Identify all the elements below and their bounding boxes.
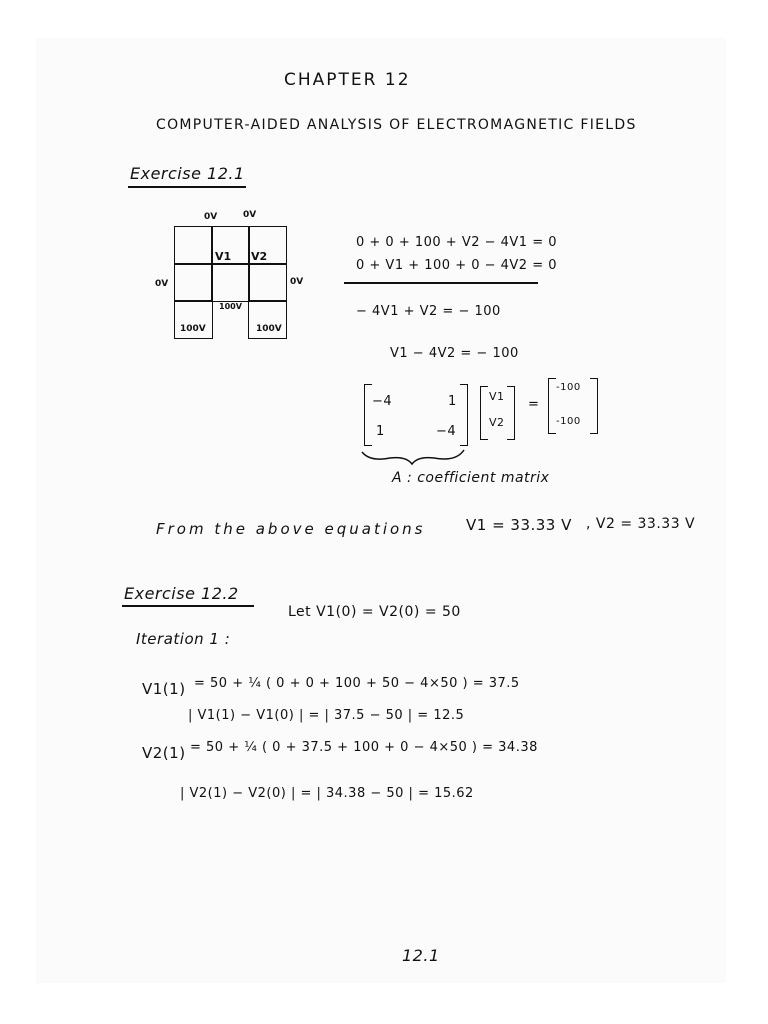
grid-label-bottom-left: 100V xyxy=(180,324,206,334)
equation-4: V1 − 4V2 = − 100 xyxy=(390,346,519,361)
vector-b2: -100 xyxy=(556,416,581,427)
grid-cell xyxy=(211,263,250,302)
iteration-label: Iteration 1 : xyxy=(136,630,231,648)
v2-iter-difference: | V2(1) − V2(0) | = | 34.38 − 50 | = 15.62 xyxy=(180,786,474,801)
initial-values: Let V1(0) = V2(0) = 50 xyxy=(288,604,461,620)
matrix-a-left-bracket xyxy=(364,384,372,446)
grid-label-top-right: 0V xyxy=(243,210,257,220)
matrix-caption: A : coefficient matrix xyxy=(392,470,550,486)
chapter-title: COMPUTER-AIDED ANALYSIS OF ELECTROMAGNETIC FIELDS xyxy=(156,117,637,133)
grid-label-middle-bottom: 100V xyxy=(219,302,242,311)
grid-cell xyxy=(174,263,213,302)
equation-1: 0 + 0 + 100 + V2 − 4V1 = 0 xyxy=(356,235,558,250)
matrix-a11: −4 xyxy=(372,394,393,409)
result-v2: , V2 = 33.33 V xyxy=(586,516,696,532)
vector-x2: V2 xyxy=(489,416,505,429)
v2-iter-label: V2(1) xyxy=(142,744,186,762)
grid-cell xyxy=(174,226,213,265)
matrix-underbrace xyxy=(360,448,470,468)
vector-b1: -100 xyxy=(556,382,581,393)
v2-iter-expression: = 50 + ¼ ( 0 + 37.5 + 100 + 0 − 4×50 ) = 34.38 xyxy=(190,740,538,755)
result-v1: V1 = 33.33 V xyxy=(466,516,572,534)
sum-line xyxy=(344,282,538,284)
equation-3: − 4V1 + V2 = − 100 xyxy=(356,304,501,319)
grid-label-right: 0V xyxy=(290,277,304,287)
vector-x-right-bracket xyxy=(507,386,515,440)
exercise-1-heading: Exercise 12.1 xyxy=(130,164,245,183)
v1-iter-label: V1(1) xyxy=(142,680,186,698)
matrix-a22: −4 xyxy=(436,424,457,439)
vector-b-right-bracket xyxy=(590,378,598,434)
page-number: 12.1 xyxy=(402,946,440,965)
vector-b-left-bracket xyxy=(548,378,556,434)
grid-label-v1: V1 xyxy=(215,250,232,263)
grid-label-bottom-right: 100V xyxy=(256,324,282,334)
grid-cell xyxy=(248,263,287,302)
exercise-2-heading: Exercise 12.2 xyxy=(124,584,239,603)
matrix-a12: 1 xyxy=(448,394,457,409)
vector-x-left-bracket xyxy=(480,386,488,440)
potential-grid-figure xyxy=(174,226,286,338)
matrix-a-right-bracket xyxy=(460,384,468,446)
v1-iter-difference: | V1(1) − V1(0) | = | 37.5 − 50 | = 12.5 xyxy=(188,708,465,723)
result-lead: From the above equations xyxy=(156,520,426,538)
grid-label-v2: V2 xyxy=(251,250,268,263)
matrix-a21: 1 xyxy=(376,424,385,439)
exercise-2-underline xyxy=(122,605,254,607)
equation-2: 0 + V1 + 100 + 0 − 4V2 = 0 xyxy=(356,258,558,273)
grid-label-left: 0V xyxy=(155,279,169,289)
chapter-number: CHAPTER 12 xyxy=(284,70,411,90)
matrix-equals: = xyxy=(528,397,540,412)
exercise-1-underline xyxy=(128,186,246,188)
v1-iter-expression: = 50 + ¼ ( 0 + 0 + 100 + 50 − 4×50 ) = 37.5 xyxy=(194,676,520,691)
vector-x1: V1 xyxy=(489,390,505,403)
grid-label-top-left: 0V xyxy=(204,212,218,222)
